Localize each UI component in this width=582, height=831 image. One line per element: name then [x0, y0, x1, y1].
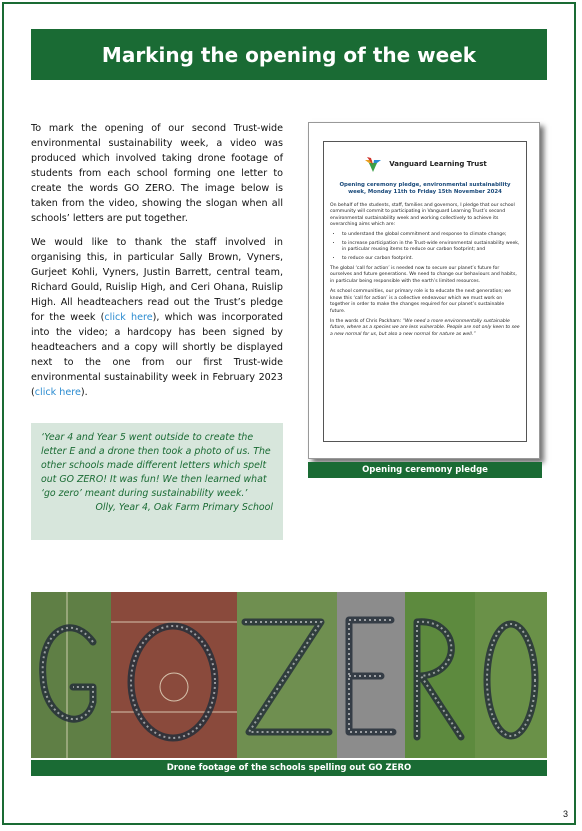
pledge-quote: “We need a more environmentally sustainable future, where as a species we are less vulnerable. People are not only keen to see a new normal for us, but also a new normal for nature as well.” — [330, 318, 520, 337]
pledge-para-4 — [330, 319, 520, 338]
trust-logo — [330, 154, 520, 174]
list-item: • to increase participation in the Trust-wide environmental sustainability week, in particular reusing items to reduce our carbon footprint; and — [342, 241, 520, 254]
thanks-text-b: ), which was incorporated into the video; a hardcopy has been signed by headteachers and a copy will shortly be displayed next to the one from our first Trust-wide environmental sustainability week in February 2023 ( — [31, 312, 283, 398]
page-title-bar — [31, 29, 547, 80]
pledge-intro: On behalf of the students, staff, families and governors, I pledge that our school community will commit to participating in Vanguard Learning Trust’s second environmental sustainability week and working collectively to achieve its overarching aims which are: — [330, 202, 515, 228]
quote-text: ‘Year 4 and Year 5 went outside to create the letter E and a drone then took a photo of us. The other schools made different letters which spelt out GO ZERO! It was fun! We then learned what ‘go zero’ meant during sustainability week.’ — [41, 432, 271, 499]
pledge-title: Opening ceremony pledge, environmental sustainability week, Monday 11th to Friday 15th November 2024 — [339, 182, 511, 196]
article-body — [31, 121, 283, 409]
list-item: • to understand the global commitment and response to climate change; — [342, 232, 520, 238]
drone-photo — [31, 592, 547, 758]
pledge-document — [308, 122, 540, 459]
pledge-content — [323, 141, 527, 442]
paragraph-thanks — [31, 235, 283, 400]
page-number: 3 — [562, 809, 568, 819]
thanks-text-c: ). — [80, 387, 88, 398]
pledge-page — [308, 122, 540, 459]
pledge-para-2: The global ‘call for action’ is needed now to secure our planet’s future for ourselves and future generations. We need to change our behaviours and habits, in particular being responsible with the earth’s limited resources. — [330, 266, 517, 284]
pledge-para-3: As school communities, our primary role is to educate the next generation; we know this ‘call for action’ is a collective endeavour which we must work on together in order to make the changes required for our planet’s sustainable future. — [330, 289, 511, 314]
paragraph-intro: To mark the opening of our second Trust-wide environmental sustainability week, a video was produced which involved taking drone footage of students from each school forming one letter to create the words GO ZERO. The image below is taken from the video, showing the slogan when all schools’ letters are put together. — [31, 123, 283, 224]
photo-caption: Drone footage of the schools spelling out GO ZERO — [31, 760, 547, 776]
student-quote — [31, 423, 283, 540]
trust-name: Vanguard Learning Trust — [389, 159, 487, 168]
trust-logo-icon — [363, 154, 383, 174]
previous-week-link[interactable]: click here — [34, 387, 81, 398]
pledge-link[interactable]: click here — [104, 312, 153, 323]
quote-attribution: Olly, Year 4, Oak Farm Primary School — [95, 502, 273, 513]
list-item: • to reduce our carbon footprint. — [342, 256, 520, 262]
pledge-caption: Opening ceremony pledge — [308, 462, 542, 478]
pledge-aims-list — [330, 232, 520, 262]
thanks-text-a: We would like to thank the staff involved in organising this, in particular Sally Brown, Vyners, Gurjeet Kohli, Vyners, Justin Barrett, central team, Richard Gould, Ruislip High, and Ceri Ohana, Ruislip High. All headteachers read out the Trust’s pledge for the week ( — [31, 237, 283, 323]
page-title: Marking the opening of the week — [101, 42, 477, 67]
pledge-quote-lead: In the words of Chris Packham: — [330, 318, 403, 324]
